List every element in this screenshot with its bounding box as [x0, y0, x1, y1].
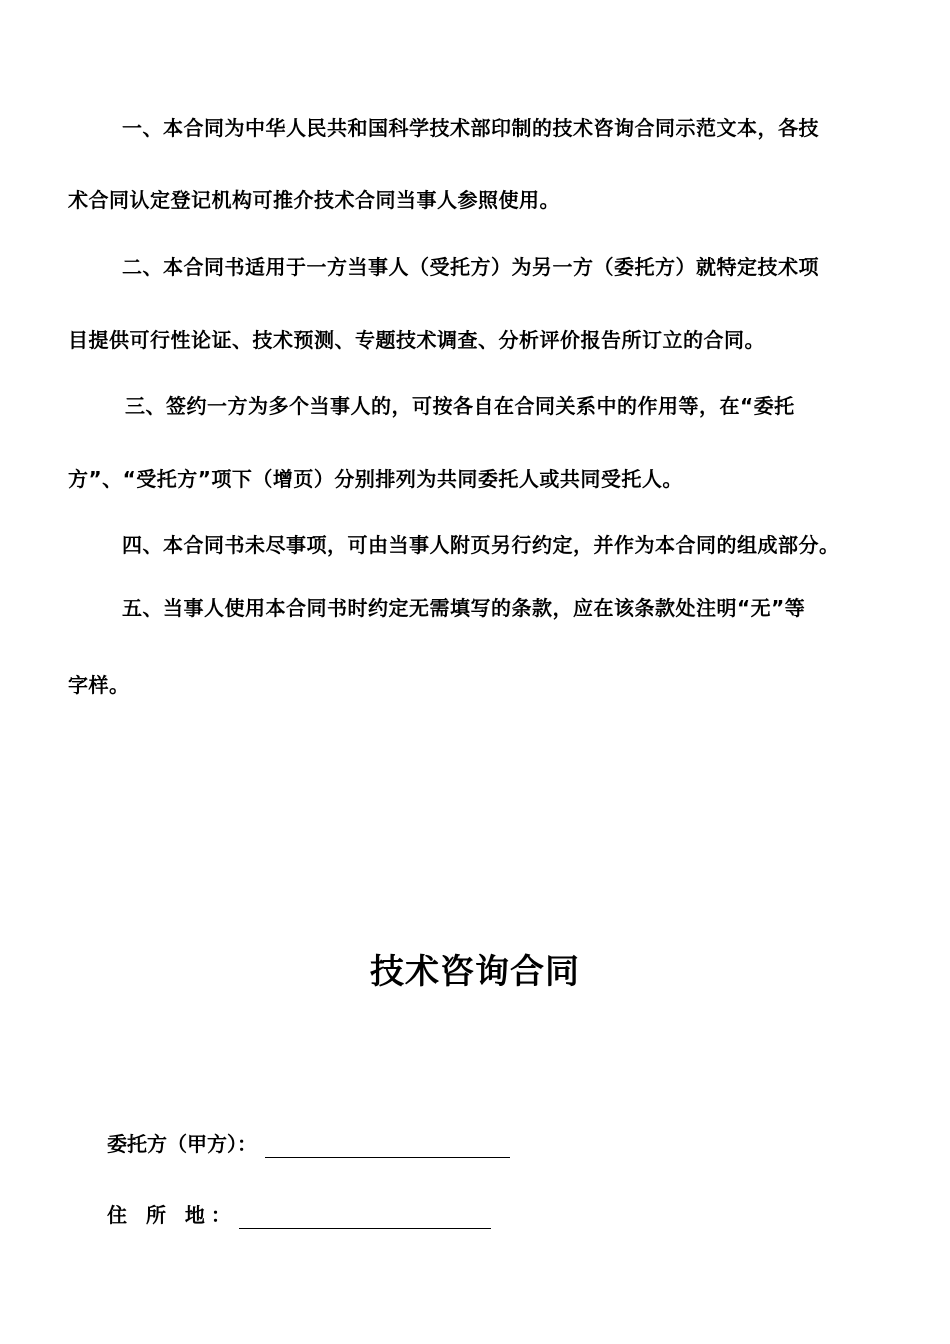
instruction-3-line-2: 方”、“受托方”项下（增页）分别排列为共同委托人或共同受托人。 [68, 467, 683, 491]
client-party-input-line[interactable] [265, 1135, 510, 1158]
client-party-label: 委托方（甲方）： [107, 1132, 257, 1156]
address-label: 住 所 地： [107, 1203, 237, 1227]
address-field [107, 1201, 491, 1229]
instruction-2-line-2: 目提供可行性论证、技术预测、专题技术调查、分析评价报告所订立的合同。 [68, 328, 765, 352]
address-input-line[interactable] [239, 1206, 491, 1229]
client-party-field [107, 1130, 510, 1158]
instruction-1-line-1: 一、本合同为中华人民共和国科学技术部印制的技术咨询合同示范文本，各技 [122, 116, 819, 140]
instruction-1-line-2: 术合同认定登记机构可推介技术合同当事人参照使用。 [68, 188, 560, 212]
instruction-4-line-1: 四、本合同书未尽事项，可由当事人附页另行约定，并作为本合同的组成部分。 [122, 533, 840, 557]
instruction-5-line-2: 字样。 [68, 673, 130, 697]
contract-title: 技术咨询合同 [370, 952, 580, 992]
instruction-5-line-1: 五、当事人使用本合同书时约定无需填写的条款，应在该条款处注明“无”等 [122, 596, 806, 620]
instruction-3-line-1: 三、签约一方为多个当事人的，可按各自在合同关系中的作用等，在“委托 [125, 394, 795, 418]
instruction-2-line-1: 二、本合同书适用于一方当事人（受托方）为另一方（委托方）就特定技术项 [122, 255, 819, 279]
